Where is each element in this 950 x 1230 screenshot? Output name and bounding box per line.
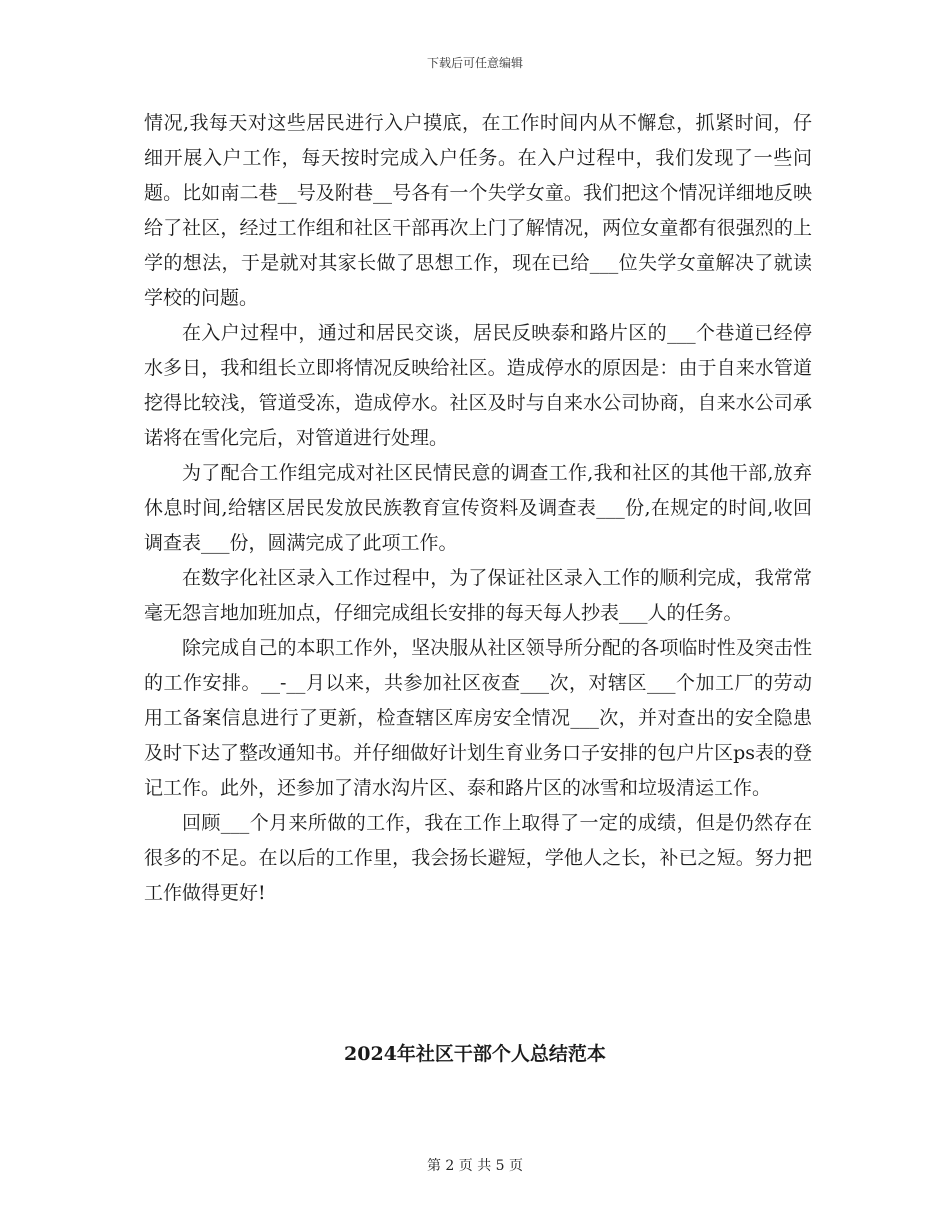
paragraph-review: 回顾___个月来所做的工作，我在工作上取得了一定的成绩，但是仍然存在很多的不足。在以后的工作里，我会扬长避短，学他人之长，补已之短。努力把工作做得更好! — [144, 812, 812, 904]
section-title: 2024年社区干部个人总结范本 — [344, 1043, 606, 1065]
paragraph-digital-entry: 在数字化社区录入工作过程中，为了保证社区录入工作的顺利完成，我常常毫无怨言地加班加点，仔细完成组长安排的每天每人抄表___人的任务。 — [144, 567, 812, 624]
paragraph-survey: 为了配合工作组完成对社区民情民意的调查工作,我和社区的其他干部,放弃休息时间,给辖区居民发放民族教育宣传资料及调查表___份,在规定的时间,收回调查表___份，圆满完成了此项工作。 — [144, 462, 812, 554]
paragraph-water-outage: 在入户过程中，通过和居民交谈，居民反映泰和路片区的___个巷道已经停水多日，我和组长立即将情况反映给社区。造成停水的原因是：由于自来水管道挖得比较浅，管道受冻，造成停水。社区及时与自来水公司协商，自来水公司承诺将在雪化完后，对管道进行处理。 — [144, 322, 812, 449]
paragraph-extra-duties: 除完成自己的本职工作外，坚决服从社区领导所分配的各项临时性及突击性的工作安排。__-__月以来，共参加社区夜查___次，对辖区___个加工厂的劳动用工备案信息进行了更新，检查辖区库房安全情况___次，并对查出的安全隐患及时下达了整改通知书。并仔细做好计划生育业务口子安排的包户片区ps表的登记工作。此外，还参加了清水沟片区、泰和路片区的冰雪和垃圾清运工作。 — [144, 637, 812, 799]
page-header: 下载后可任意编辑 — [426, 56, 523, 70]
paragraph-continuation: 情况,我每天对这些居民进行入户摸底，在工作时间内从不懈怠，抓紧时间，仔细开展入户工作，每天按时完成入户任务。在入户过程中，我们发现了一些问题。比如南二巷__号及附巷__号各有一个失学女童。我们把这个情况详细地反映给了社区，经过工作组和社区干部再次上门了解情况，两位女童都有很强烈的上学的想法，于是就对其家长做了思想工作，现在已给___位失学女童解决了就读学校的问题。 — [144, 112, 812, 309]
page-number: 第 2 页 共 5 页 — [426, 1158, 524, 1174]
document-body — [144, 106, 812, 911]
